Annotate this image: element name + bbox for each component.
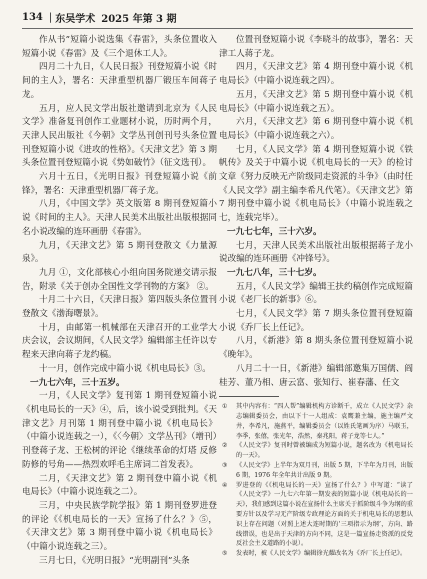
chronology-paragraph: 九月，《天津文艺》第 5 期刊登散文《力量源泉》。	[22, 240, 217, 265]
chronology-paragraph: 五月，应人民文学出版社邀请到北京为《人民文学》准备复刊创作工业题材小说，历时两个月，天津人民出版社《今朝》文学丛刊创刊号头条位置刊登短篇小说《进攻的性格》。《天津文艺》第 3 期头条位置刊登短篇小说《势如破竹》（征文选刊）。	[22, 103, 217, 169]
year-heading: 一九七七年，三十六岁。	[227, 226, 322, 237]
chronology-paragraph: 二月，《天津文艺》第 2 期刊登中篇小说《机电局长》（中篇小说连载之二）。	[22, 473, 217, 498]
chronology-paragraph: 一月，《人民文学》复刊第 1 期刊登短篇小说《机电局长的一天》④，后，该小说受到批判。《天津文艺》月刊第 1 期刊登中篇小说《机电局长》（中篇小说连载之一），《〈今朝〉文学丛刊》（增刊）刊登蒋子龙、王松树的评论《继续革命的灯塔 反修防修的号角——热烈欢呼毛主席词二首发表》。	[22, 391, 217, 470]
header-separator: |	[48, 11, 53, 23]
footnote-text: 《人民文学》上半年为双月刊，出版 5 期，下半年为月刊，出版 6 期，1976 年全年共计出版 9 期。	[236, 462, 413, 479]
chronology-paragraph: 五月，《天津文艺》第 5 期刊登中篇小说《机电局长》（中篇小说连载之五）。	[219, 89, 413, 114]
page-header	[22, 6, 413, 29]
page-number: 134	[22, 11, 43, 23]
chronology-paragraph: 六月，《天津文艺》第 6 期刊登中篇小说《机电局长》（中篇小说连载之六）。	[219, 117, 413, 141]
journal-name: 东吴学术	[55, 13, 96, 25]
right-column-body	[219, 34, 413, 390]
footnote-text: 其中内容有：“四人帮”编辑机构方诊断千，成立《人民文学》杂志编辑委员会，由以下十一人组成：袁鹰兼主编，施主编严文井，李希凡，施燕平，编辑委员会（以姓氏笔画为序）马联玉，李季，张僖，张光年，浩然，秦兆阳，蒋子龙等七人。”	[236, 403, 413, 440]
footnote-marker: ③	[222, 462, 228, 470]
footnote	[219, 441, 413, 461]
footnote-text: 《人民文学》复刊时曾被编成为短篇小说，题名改为《机电局长的一天》。	[236, 442, 413, 460]
chronology-paragraph: 三月，中央民族学院学报》第 1 期刊登罗进登的评论《《机电局长的一天》宣扬了什么？》⑤，《天津文艺》第 3 期刊登中篇小说《机电局长》（中篇小说连载之三）。	[22, 500, 217, 553]
footnote-text: 发表时，被《人民文学》编辑徐光耀改名为《乔厂长上任记》。	[236, 550, 407, 558]
footnote-divider	[219, 396, 279, 397]
footnote-marker: ④	[222, 481, 228, 489]
chronology-paragraph: 三月七日，《光明日报》“光明副刊”头条	[39, 555, 190, 566]
footnote	[219, 481, 413, 550]
footnote-text: 罗进登的《《机电局长的一天》宣扬了什么？》中写道：“读了《人民文学》一九七六年第一期发表的短篇小说《机电局长的一天》，我们感到这篇小说在宣扬什么主席关于抓阶级斗争为纲的重要方针以及学习无产阶级专政理论方面的关于机电局长的思想认识上存在问题（对照上述大连时期的‘三项指示为纲’，方向、路线错误，也是出于天津的方向不同，这是一篇宣扬走资派的反党反社会主义道路的小说）。	[236, 481, 413, 548]
chronology-paragraph: 十月，由邮第一机械部在天津召开的工业学大庆会议，会议期间，《人民文学》编辑部主任许以专程来天津向蒋子龙约稿。	[22, 322, 217, 361]
footnotes	[219, 402, 413, 559]
year-heading: 一九七八年，三十七岁。	[227, 267, 322, 278]
footnote-marker: ⑤	[222, 550, 228, 558]
chronology-paragraph: 八月，《中国文学》英文版第 8 期刊登短篇小说《时间的主人》。天津人民美术出版社出版根据同名小说改编的连环画册《春雷》。	[22, 199, 217, 237]
left-column	[22, 34, 217, 568]
footnote	[219, 461, 413, 481]
chronology-paragraph: 四月二十九日，《人民日报》刊登短篇小说《时间的主人》，署名：天津重型机器厂锻压车间蒋子龙。	[22, 62, 217, 100]
issue-label: 2025 年第 3 期	[101, 13, 177, 25]
chronology-paragraph: 十一月，创作完成中篇小说《机电局长》③。	[39, 363, 211, 374]
chronology-paragraph: 七月，《人民文学》第 7 期头条位置刊登短篇小说《乔厂长上任记》。	[219, 309, 413, 333]
chronology-paragraph: 十月二十六日，《天津日报》第四版头条位置刊登散文《渤海曙景》。	[22, 295, 217, 320]
footnote-marker: ①	[222, 403, 228, 411]
chronology-paragraph: 作从书”短篇小说选集《春雷》，头条位置收入短篇小说《春雷》及《三个退休工人》。	[22, 35, 217, 59]
chronology-paragraph: 八月二十一日，《新港》编辑部邀集万国儒、阎桂芳、董乃相、唐云富、张知行、崔春藩、任文	[219, 363, 413, 388]
footnote	[219, 402, 413, 441]
chronology-paragraph: 六月十五日，《光明日报》刊登短篇小说《前锋》，署名：天津重型机器厂蒋子龙。	[22, 172, 217, 196]
chronology-paragraph: 八月，《新港》第 8 期头条位置刊登短篇小说《晚年》。	[219, 336, 413, 361]
chronology-paragraph: 四月，《天津文艺》第 4 期刊登中篇小说《机电局长》（中篇小说连载之四）。	[219, 62, 413, 87]
footnote-marker: ②	[222, 442, 228, 450]
right-column	[219, 34, 413, 559]
footnote	[219, 549, 413, 559]
chronology-paragraph: 位置刊登短篇小说《李晓斗的故事》，署名：天津工人蒋子龙。	[219, 35, 413, 59]
chronology-paragraph: 五月，《人民文学》编辑王扶约稿创作完成短篇小说《老厂长的新事》⑥。	[219, 281, 413, 306]
chronology-paragraph: 九月 ①，文化部核心小组向国务院递交请示报告，附录《关于创办全国性文学刊物的方案》 ②。	[22, 267, 217, 292]
chronology-paragraph: 七月，《人民文学》第 4 期刊登短篇小说《铁帆传》及关于中篇小说《机电局长的一天》的检讨文章《努力反映无产阶级同走资派的斗争》（由时任《人民文学》副主编李希凡代笔）。《天津文艺》第 7 期刊登中篇小说《机电局长》（中篇小说连载之七，连载完毕）。	[219, 144, 413, 224]
chronology-paragraph: 七月，天津人民美术出版社出版根据蒋子龙小说改编的连环画册《冲锋号》。	[219, 240, 413, 265]
year-heading: 一九七六年，三十五岁。	[30, 377, 125, 388]
